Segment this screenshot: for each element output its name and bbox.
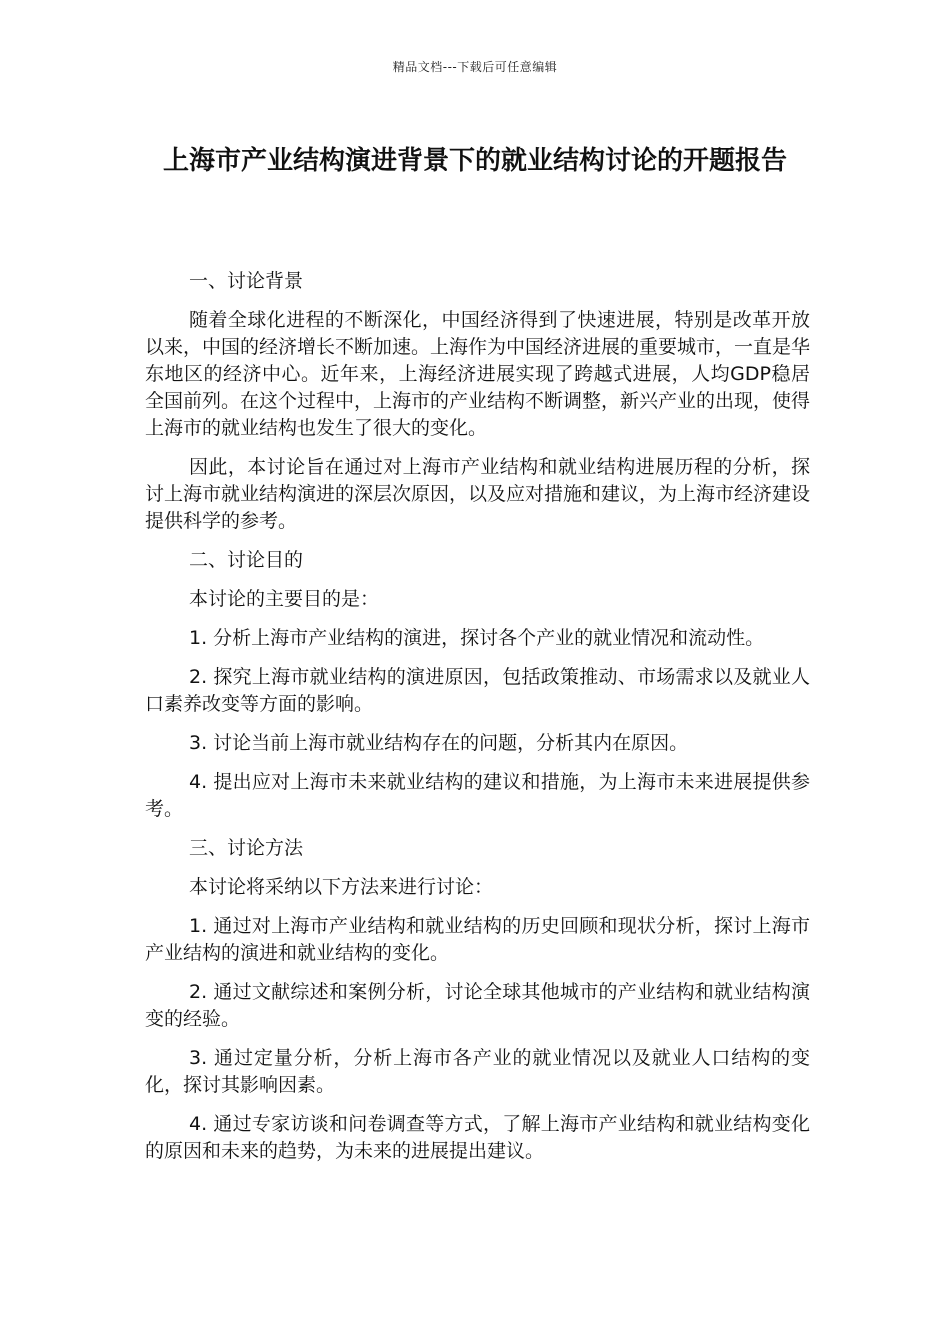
paragraph: 本讨论的主要目的是： — [189, 588, 380, 610]
section-heading: 二、讨论目的 — [189, 549, 304, 571]
paragraph: 本讨论将采纳以下方法来进行讨论： — [189, 876, 494, 898]
section-background — [145, 268, 810, 535]
list-item: 4. 提出应对上海市未来就业结构的建议和措施，为上海市未来进展提供参考。 — [145, 771, 810, 820]
header-note: 精品文档---下载后可任意编辑 — [392, 60, 558, 74]
list-item: 3. 讨论当前上海市就业结构存在的问题，分析其内在原因。 — [189, 732, 689, 754]
section-purpose — [145, 547, 810, 823]
list-item: 2. 通过文献综述和案例分析，讨论全球其他城市的产业结构和就业结构演变的经验。 — [145, 981, 810, 1030]
list-item: 1. 分析上海市产业结构的演进，探讨各个产业的就业情况和流动性。 — [189, 627, 765, 649]
list-item: 2. 探究上海市就业结构的演进原因，包括政策推动、市场需求以及就业人口素养改变等方面的影响。 — [145, 666, 810, 715]
list-item: 4. 通过专家访谈和问卷调查等方式，了解上海市产业结构和就业结构变化的原因和未来的趋势，为未来的进展提出建议。 — [145, 1113, 810, 1162]
list-item: 3. 通过定量分析，分析上海市各产业的就业情况以及就业人口结构的变化，探讨其影响因素。 — [145, 1047, 810, 1096]
paragraph: 因此，本讨论旨在通过对上海市产业结构和就业结构进展历程的分析，探讨上海市就业结构演进的深层次原因，以及应对措施和建议，为上海市经济建设提供科学的参考。 — [145, 456, 811, 532]
document-body — [145, 268, 810, 1177]
section-methods — [145, 835, 810, 1165]
paragraph: 随着全球化进程的不断深化，中国经济得到了快速进展，特别是改革开放以来，中国的经济增长不断加速。上海作为中国经济进展的重要城市，一直是华东地区的经济中心。近年来，上海经济进展实现了跨越式进展，人均GDP稳居全国前列。在这个过程中，上海市的产业结构不断调整，新兴产业的出现，使得上海市的就业结构也发生了很大的变化。 — [145, 309, 811, 439]
document-title: 上海市产业结构演进背景下的就业结构讨论的开题报告 — [162, 146, 787, 176]
list-item: 1. 通过对上海市产业结构和就业结构的历史回顾和现状分析，探讨上海市产业结构的演进和就业结构的变化。 — [145, 915, 810, 964]
section-heading: 一、讨论背景 — [189, 270, 304, 292]
section-heading: 三、讨论方法 — [189, 837, 304, 859]
